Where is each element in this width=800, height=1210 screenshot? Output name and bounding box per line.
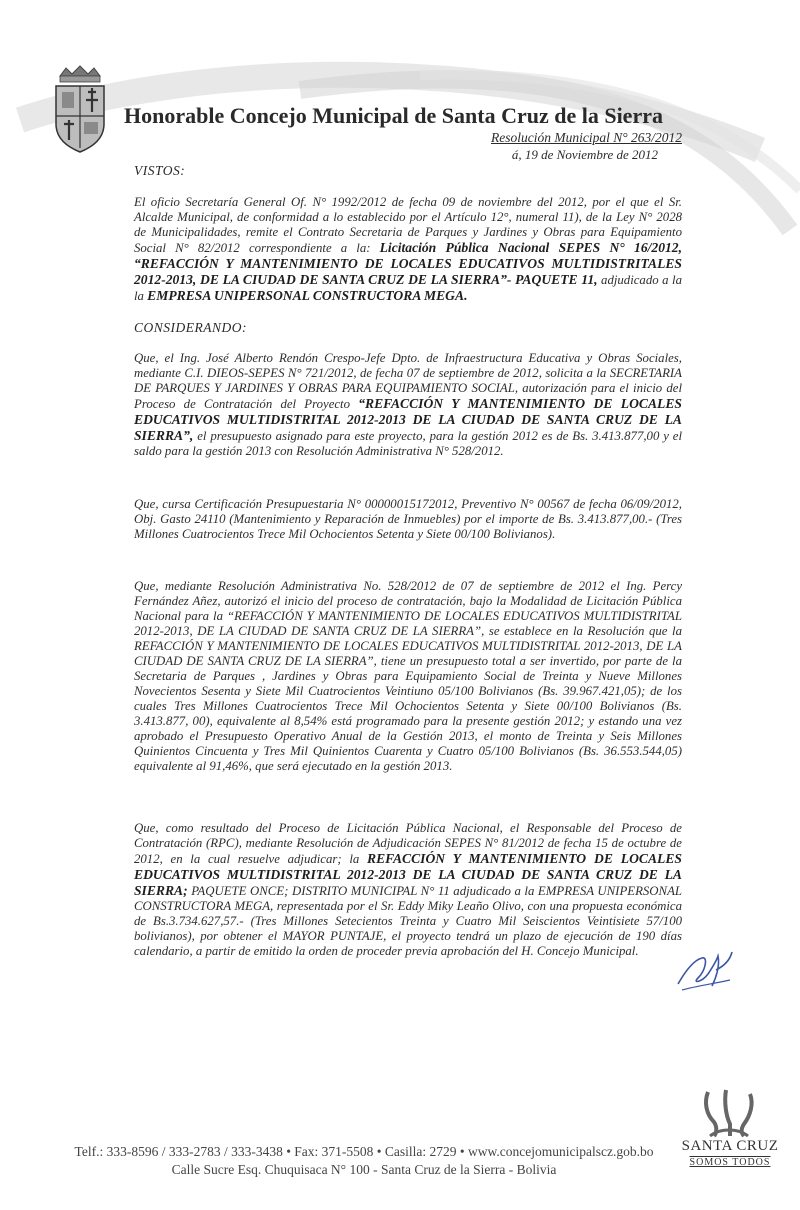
considerando-paragraph-2: Que, cursa Certificación Presupuestaria N° 00000015172012, Preventivo N° 00567 de fecha 06/09/2012, Obj. Gasto 24110 (Mantenimiento y Reparación de Inmuebles) por el importe de Bs. 3.413.877,00.- (Tres Millones Cuatrocientos Trece Mil Ochocientos Setenta y Siete 00/100 Bolivianos).	[134, 497, 682, 541]
vistos-bold-1: Licitación Pública Nacional SEPES N° 16/2012, “REFACCIÓN Y MANTENIMIENTO DE LOCALES EDUCATIVOS MULTIDISTRITALES 2012-2013, DE LA CIUDAD DE SANTA CRUZ DE LA SIERRA”- PAQUETE 11,	[134, 240, 682, 287]
considerando-p1-text-2: el presupuesto asignado para este proyecto, para la gestión 2012 es de Bs. 3.413.877,00 y el saldo para la gestión 2013 con Resolución Administrativa N° 528/2012.	[134, 429, 683, 458]
resolution-date: á, 19 de Noviembre de 2012	[511, 147, 658, 162]
logo-subtext: SOMOS TODOS	[689, 1157, 771, 1168]
considerando-p1-bold-1: “REFACCIÓN Y MANTENIMIENTO DE LOCALES EDUCATIVOS MULTIDISTRITAL 2012-2013 DE LA CIUDAD DE SANTA CRUZ DE LA SIERRA”,	[134, 396, 682, 443]
resolution-number: Resolución Municipal N° 263/2012	[490, 130, 682, 145]
vistos-text-2: adjudicado a la la	[134, 273, 682, 303]
footer-address-line: Calle Sucre Esq. Chuquisaca N° 100 - Santa Cruz de la Sierra - Bolivia	[171, 1162, 557, 1177]
coat-of-arms-logo	[50, 64, 110, 154]
considerando-p4-text-2: PAQUETE ONCE; DISTRITO MUNICIPAL N° 11 adjudicado a la EMPRESA UNIPERSONAL CONSTRUCTORA MEGA, representada por el Sr. Eddy Miky Leaño Olivo, con una propuesta económica de Bs.3.734.627,57.- (Tres Millones Setecientos Treinta y Cuatro Mil Seiscientos Veintisiete 57/100 bolivianos), por obtener el MAYOR PUNTAJE, el proyecto tendrá un plazo de ejecución de 190 días calendario, a partir de emitido la orden de proceder previa aprobación del H. Concejo Municipal.	[134, 884, 683, 958]
vistos-bold-2: EMPRESA UNIPERSONAL CONSTRUCTORA MEGA.	[147, 288, 468, 303]
logo-text: SANTA CRUZ	[681, 1138, 779, 1154]
considerando-p4-bold-1: REFACCIÓN Y MANTENIMIENTO DE LOCALES EDUCATIVOS MULTIDISTRITAL 2012-2013 DE LA CIUDAD DE SANTA CRUZ DE LA SIERRA;	[134, 851, 682, 898]
vistos-text-1: El oficio Secretaría General Of. N° 1992/2012 de fecha 09 de noviembre del 2012, por el que el Sr. Alcalde Municipal, de conformidad a lo establecido por el Artículo 12°, numeral 11), de la Ley N° 2028 de Municipalidades, remite el Contrato Secretaria de Parques y Jardines y Obras para Equipamiento Social N° 82/2012 correspondiente a la:	[134, 195, 682, 255]
vistos-paragraph	[134, 195, 682, 304]
considerando-p1-text-1: Que, el Ing. José Alberto Rendón Crespo-Jefe Dpto. de Infraestructura Educativa y Obras Sociales, mediante C.I. DIEOS-SEPES N° 721/2012, de fecha 07 de septiembre de 2012, solicita a la SECRETARIA DE PARQUES Y JARDINES Y OBRAS PARA EQUIPAMIENTO SOCIAL, autorización para el inicio del Proceso de Contratación del Proyecto	[134, 351, 682, 411]
signature-mark	[672, 940, 738, 996]
considerando-paragraph-1	[134, 351, 682, 459]
footer-contact-line: Telf.: 333-8596 / 333-2783 / 333-3438 • Fax: 371-5508 • Casilla: 2729 • www.concejomunicipalscz.gob.bo	[74, 1144, 654, 1159]
considerando-paragraph-3: Que, mediante Resolución Administrativa No. 528/2012 de 07 de septiembre de 2012 el Ing. Percy Fernández Añez, autorizó el inicio del proceso de contratación, bajo la Modalidad de Licitación Pública Nacional para la “REFACCIÓN Y MANTENIMIENTO DE LOCALES EDUCATIVOS MULTIDISTRITAL 2012-2013, DE LA CIUDAD DE SANTA CRUZ DE LA SIERRA”, se establece en la Resolución que la REFACCIÓN Y MANTENIMIENTO DE LOCALES EDUCATIVOS MULTIDISTRITAL 2012-2013, DE LA CIUDAD DE SANTA CRUZ DE LA SIERRA”, tiene un presupuesto total a ser invertido, por parte de la Secretaria de Parques , Jardines y Obras para Equipamiento Social de Treinta y Nueve Millones Novecientos Sesenta y Siete Mil Cuatrocientos Veintiuno 05/100 Bolivianos (Bs. 39.967.421,05); de los cuales Tres Millones Cuatrocientos Trece Mil Ochocientos Setenta y Siete 00/100 Bolivianos (Bs. 3.413.877, 00), equivalente al 8,54% está programado para la presente gestión 2012; y estando una vez aprobado el Presupuesto Operativo Anual de la Gestión 2013, el monto de Treinta y Seis Millones Quinientos Cincuenta y Tres Mil Quinientos Cuarenta y Cuatro 05/100 Bolivianos (Bs. 36.553.544,05) equivalente al 91,46%, que será ejecutado en la gestión 2013.	[134, 579, 682, 773]
vistos-heading: VISTOS:	[134, 163, 186, 178]
considerando-p4-text-1: Que, como resultado del Proceso de Licitación Pública Nacional, el Responsable del Proceso de Contratación (RPC), mediante Resolución de Adjudicación SEPES N° 81/2012 de fecha 15 de octubre de 2012, en la cual resuelve adjudicar; la	[134, 821, 682, 866]
considerando-heading: CONSIDERANDO:	[134, 320, 247, 335]
council-name-title: Honorable Concejo Municipal de Santa Cruz de la Sierra	[124, 103, 663, 128]
considerando-paragraph-4	[134, 821, 682, 959]
